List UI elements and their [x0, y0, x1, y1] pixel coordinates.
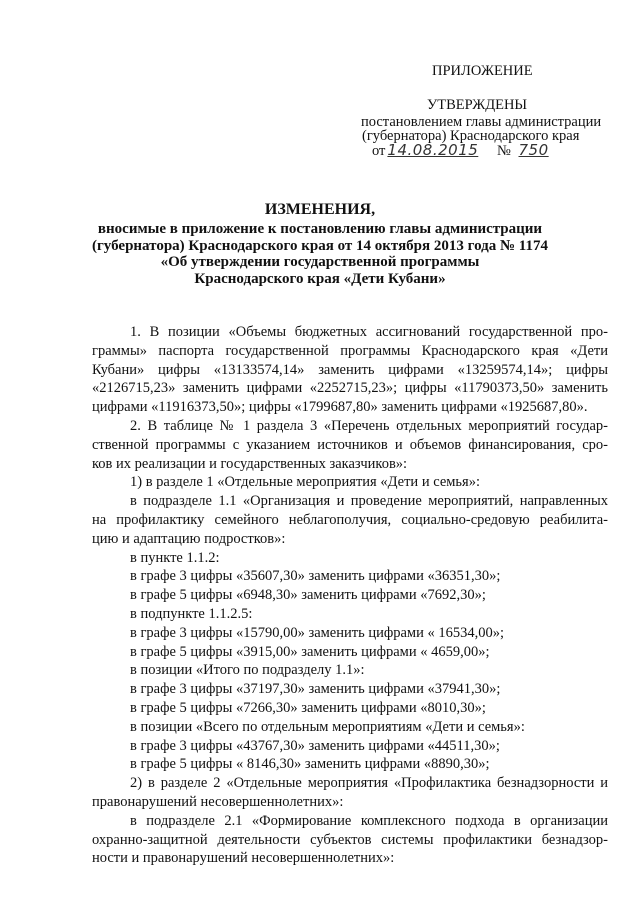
appendix-label: ПРИЛОЖЕНИЕ — [432, 63, 533, 79]
body-line: ственной программы с указанием источников и объемов финансирования, сро- — [92, 436, 608, 453]
body-line: в графе 3 цифры «35607,30» заменить цифрами «36351,30»; — [130, 568, 501, 585]
body-line: в графе 5 цифры «7266,30» заменить цифрами «8010,30»; — [130, 699, 486, 716]
body-line: ков их реализации и государственных заказчиков»: — [92, 455, 408, 472]
approval-line-1: постановлением главы администрации — [361, 114, 602, 130]
title-line-3: (губернатора) Краснодарского края от 14 октября 2013 года № 1174 — [92, 238, 548, 254]
body-line: цифрами «11916373,50»; цифры «1799687,80» заменить цифрами «1925687,80». — [92, 399, 588, 416]
approved-label: УТВЕРЖДЕНЫ — [427, 97, 528, 113]
title-line-4: «Об утверждении государственной программы — [160, 254, 480, 270]
number-label: № — [497, 143, 511, 159]
handwritten-number: 750 — [518, 141, 549, 159]
document-title: ИЗМЕНЕНИЯ, — [264, 201, 376, 218]
approval-line-2: (губернатора) Краснодарского края — [362, 128, 580, 144]
body-line: ности и правонарушений несовершеннолетних»: — [92, 850, 395, 867]
title-line-5: Краснодарского края «Дети Кубани» — [194, 271, 446, 287]
body-line: в подразделе 1.1 «Организация и проведение мероприятий, направленных — [130, 493, 608, 510]
body-line: граммы» паспорта государственной программы Краснодарского края «Дети — [92, 342, 608, 359]
body-line: в графе 5 цифры «3915,00» заменить цифрами « 4659,00»; — [130, 643, 490, 660]
body-line: «2126715,23» заменить цифрами «2252715,23»; цифры «11790373,50» заменить — [92, 380, 608, 397]
document-body — [92, 323, 608, 868]
body-line: Кубани» цифры «13133574,14» заменить цифрами «13259574,14»; цифры — [92, 361, 608, 378]
body-line: в позиции «Итого по подразделу 1.1»: — [130, 662, 365, 679]
body-line: 1) в разделе 1 «Отдельные мероприятия «Дети и семья»: — [130, 474, 480, 491]
body-line: 2) в разделе 2 «Отдельные мероприятия «Профилактика безнадзорности и — [130, 775, 608, 792]
body-line: на профилактику семейного неблагополучия, социально-средовую реабилита- — [92, 511, 608, 528]
body-line: в пункте 1.1.2: — [130, 549, 220, 566]
body-line: охранно-защитной деятельности субъектов системы профилактики безнадзор- — [92, 831, 608, 848]
handwritten-date: 14.08.2015 — [387, 141, 479, 159]
body-line: 2. В таблице № 1 раздела 3 «Перечень отдельных мероприятий государ- — [130, 417, 608, 434]
body-line: в графе 5 цифры «6948,30» заменить цифрами «7692,30»; — [130, 587, 486, 604]
body-line: в графе 3 цифры «43767,30» заменить цифрами «44511,30»; — [130, 737, 500, 754]
body-line: цию и адаптацию подростков»: — [92, 530, 286, 547]
title-line-2: вносимые в приложение к постановлению главы администрации — [97, 221, 543, 237]
body-line: в позиции «Всего по отдельным мероприятиям «Дети и семья»: — [130, 718, 525, 735]
body-line: 1. В позиции «Объемы бюджетных ассигнований государственной про- — [130, 324, 608, 340]
body-line: в подразделе 2.1 «Формирование комплексного подхода в организации — [130, 812, 608, 829]
body-line: в подпункте 1.1.2.5: — [130, 605, 253, 622]
body-line: правонарушений несовершеннолетних»: — [92, 793, 344, 810]
from-label: от — [372, 143, 386, 159]
body-line: в графе 3 цифры «37197,30» заменить цифрами «37941,30»; — [130, 681, 501, 698]
body-line: в графе 3 цифры «15790,00» заменить цифрами « 16534,00»; — [130, 624, 505, 641]
decree-date-line — [372, 141, 549, 160]
body-line: в графе 5 цифры « 8146,30» заменить цифрами «8890,30»; — [130, 756, 490, 773]
